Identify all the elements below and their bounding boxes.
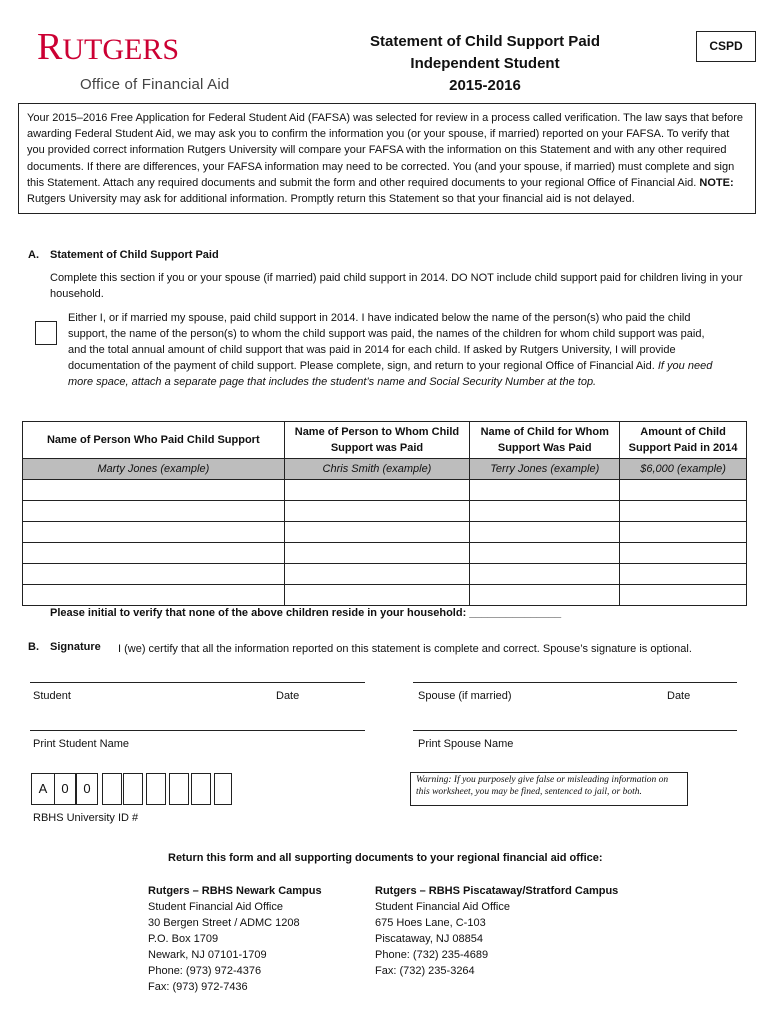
payer-cell[interactable]	[23, 501, 285, 522]
amount-cell[interactable]	[620, 585, 747, 606]
print-student-line[interactable]	[30, 730, 365, 731]
table-row	[23, 585, 747, 606]
payee-cell[interactable]	[284, 501, 470, 522]
payee-cell[interactable]	[284, 522, 470, 543]
newark-line: Fax: (973) 972-7436	[148, 981, 248, 993]
student-signature-line[interactable]	[30, 682, 365, 683]
title-line-2: Independent Student	[410, 55, 560, 72]
table-row	[23, 522, 747, 543]
print-student-label: Print Student Name	[33, 738, 129, 750]
student-label: Student	[33, 690, 71, 702]
form-title	[340, 31, 630, 97]
child-cell[interactable]	[470, 564, 620, 585]
payer-cell[interactable]	[23, 564, 285, 585]
table-header-row	[23, 422, 747, 459]
payer-cell[interactable]	[23, 480, 285, 501]
payee-cell[interactable]	[284, 480, 470, 501]
piscataway-address	[375, 883, 618, 979]
section-a-heading: Statement of Child Support Paid	[50, 249, 219, 261]
header-payer: Name of Person Who Paid Child Support	[23, 422, 285, 459]
child-support-checkbox[interactable]	[35, 321, 57, 345]
id-box-2[interactable]: 0	[54, 773, 76, 805]
payee-cell[interactable]	[284, 564, 470, 585]
certification-text: I (we) certify that all the information reported on this statement is complete and correct. Spouse’s signature is optional.	[118, 643, 692, 655]
section-b-letter: B.	[28, 641, 39, 653]
amount-cell[interactable]	[620, 480, 747, 501]
print-spouse-line[interactable]	[413, 730, 737, 731]
table-row	[23, 564, 747, 585]
amount-cell[interactable]	[620, 522, 747, 543]
example-payer: Marty Jones (example)	[23, 459, 285, 480]
payee-cell[interactable]	[284, 585, 470, 606]
newark-line: Newark, NJ 07101-1709	[148, 949, 267, 961]
spouse-label: Spouse (if married)	[418, 690, 512, 702]
table-row	[23, 501, 747, 522]
section-a-letter: A.	[28, 249, 39, 261]
example-row	[23, 459, 747, 480]
payee-cell[interactable]	[284, 543, 470, 564]
initial-verify-line[interactable]: Please initial to verify that none of the above children reside in your household: _______________	[50, 607, 562, 619]
form-code-box: CSPD	[696, 31, 756, 62]
child-cell[interactable]	[470, 522, 620, 543]
section-a-instructions: Complete this section if you or your spouse (if married) paid child support in 2014. DO NOT include child support paid for children living in your household.	[50, 272, 743, 300]
id-box-7[interactable]	[169, 773, 189, 805]
print-spouse-label: Print Spouse Name	[418, 738, 514, 750]
id-box-8[interactable]	[191, 773, 211, 805]
table-row	[23, 480, 747, 501]
piscataway-line: Piscataway, NJ 08854	[375, 933, 484, 945]
id-box-1[interactable]: A	[31, 773, 55, 805]
section-b-heading: Signature	[50, 641, 101, 653]
newark-line: Student Financial Aid Office	[148, 901, 283, 913]
id-box-6[interactable]	[146, 773, 166, 805]
logo-subtitle: Office of Financial Aid	[80, 76, 230, 93]
spouse-signature-line[interactable]	[413, 682, 737, 683]
id-box-9[interactable]	[214, 773, 232, 805]
id-label: RBHS University ID #	[33, 812, 139, 824]
newark-address	[148, 883, 322, 995]
checkbox-text: Either I, or if married my spouse, paid child support in 2014. I have indicated below the name of the person(s) who paid the child support, the name of the person(s) to whom the child support was paid, the names of the children for whom child support was paid, and the total annual amount of child support that was paid in 2014 for each child. If asked by Rutgers University, I will provide documentation of the payment of child support. Please complete, sign, and return to your regional Office of Financial Aid.	[68, 312, 705, 372]
piscataway-line: Phone: (732) 235-4689	[375, 949, 489, 961]
payer-cell[interactable]	[23, 522, 285, 543]
payer-cell[interactable]	[23, 585, 285, 606]
newark-title: Rutgers – RBHS Newark Campus	[148, 885, 322, 897]
payer-cell[interactable]	[23, 543, 285, 564]
child-cell[interactable]	[470, 585, 620, 606]
id-box-5[interactable]	[123, 773, 143, 805]
example-payee: Chris Smith (example)	[284, 459, 470, 480]
rutgers-logo	[37, 28, 179, 66]
id-box-3[interactable]: 0	[76, 773, 98, 805]
piscataway-line: Student Financial Aid Office	[375, 901, 510, 913]
newark-line: P.O. Box 1709	[148, 933, 219, 945]
table-row	[23, 543, 747, 564]
spouse-date-label: Date	[667, 690, 691, 702]
return-heading: Return this form and all supporting documents to your regional financial aid office:	[168, 852, 603, 864]
intro-note-text: Rutgers University may ask for additional information. Promptly return this Statement so that your financial aid is not delayed.	[27, 193, 635, 206]
newark-line: 30 Bergen Street / ADMC 1208	[148, 917, 300, 929]
amount-cell[interactable]	[620, 543, 747, 564]
amount-cell[interactable]	[620, 501, 747, 522]
warning-box: Warning: If you purposely give false or misleading information on this worksheet, you may be fined, sentenced to jail, or both.	[410, 772, 688, 806]
id-box-4[interactable]	[102, 773, 122, 805]
example-amount: $6,000 (example)	[620, 459, 747, 480]
piscataway-line: Fax: (732) 235-3264	[375, 965, 475, 977]
student-date-label: Date	[276, 690, 300, 702]
header-amount: Amount of Child Support Paid in 2014	[620, 422, 747, 459]
checkbox-italic-text: If you need more space, attach a separate page that includes the student’s name and Social Security Number at the top.	[68, 360, 713, 388]
piscataway-title: Rutgers – RBHS Piscataway/Stratford Campus	[375, 885, 619, 897]
child-cell[interactable]	[470, 543, 620, 564]
piscataway-line: 675 Hoes Lane, C-103	[375, 917, 486, 929]
child-support-table	[22, 421, 747, 606]
intro-box	[18, 103, 756, 214]
header-child: Name of Child for Whom Support Was Paid	[470, 422, 620, 459]
child-cell[interactable]	[470, 501, 620, 522]
logo-letter-r: R	[37, 26, 63, 68]
amount-cell[interactable]	[620, 564, 747, 585]
logo-letters: UTGERS	[62, 33, 180, 66]
checkbox-statement	[68, 310, 718, 390]
intro-note-label: NOTE:	[699, 176, 734, 189]
child-cell[interactable]	[470, 480, 620, 501]
example-child: Terry Jones (example)	[470, 459, 620, 480]
title-line-1: Statement of Child Support Paid	[369, 33, 600, 50]
newark-line: Phone: (973) 972-4376	[148, 965, 262, 977]
header-payee: Name of Person to Whom Child Support was Paid	[284, 422, 470, 459]
title-line-3: 2015-2016	[449, 77, 521, 94]
intro-text: Your 2015–2016 Free Application for Federal Student Aid (FAFSA) was selected for review in a process called verification. The law says that before awarding Federal Student Aid, we may ask you to confirm the information you (or your spouse, if married) reported on your FAFSA. To verify that you provided correct information Rutgers University will compare your FAFSA with the information on this Statement and with any other required documents. If there are differences, your FAFSA information may need to be corrected. You (and your spouse, if married) must complete and sign this Statement. Attach any required documents and submit the form and other required documents to your regional Office of Financial Aid.	[27, 112, 743, 189]
